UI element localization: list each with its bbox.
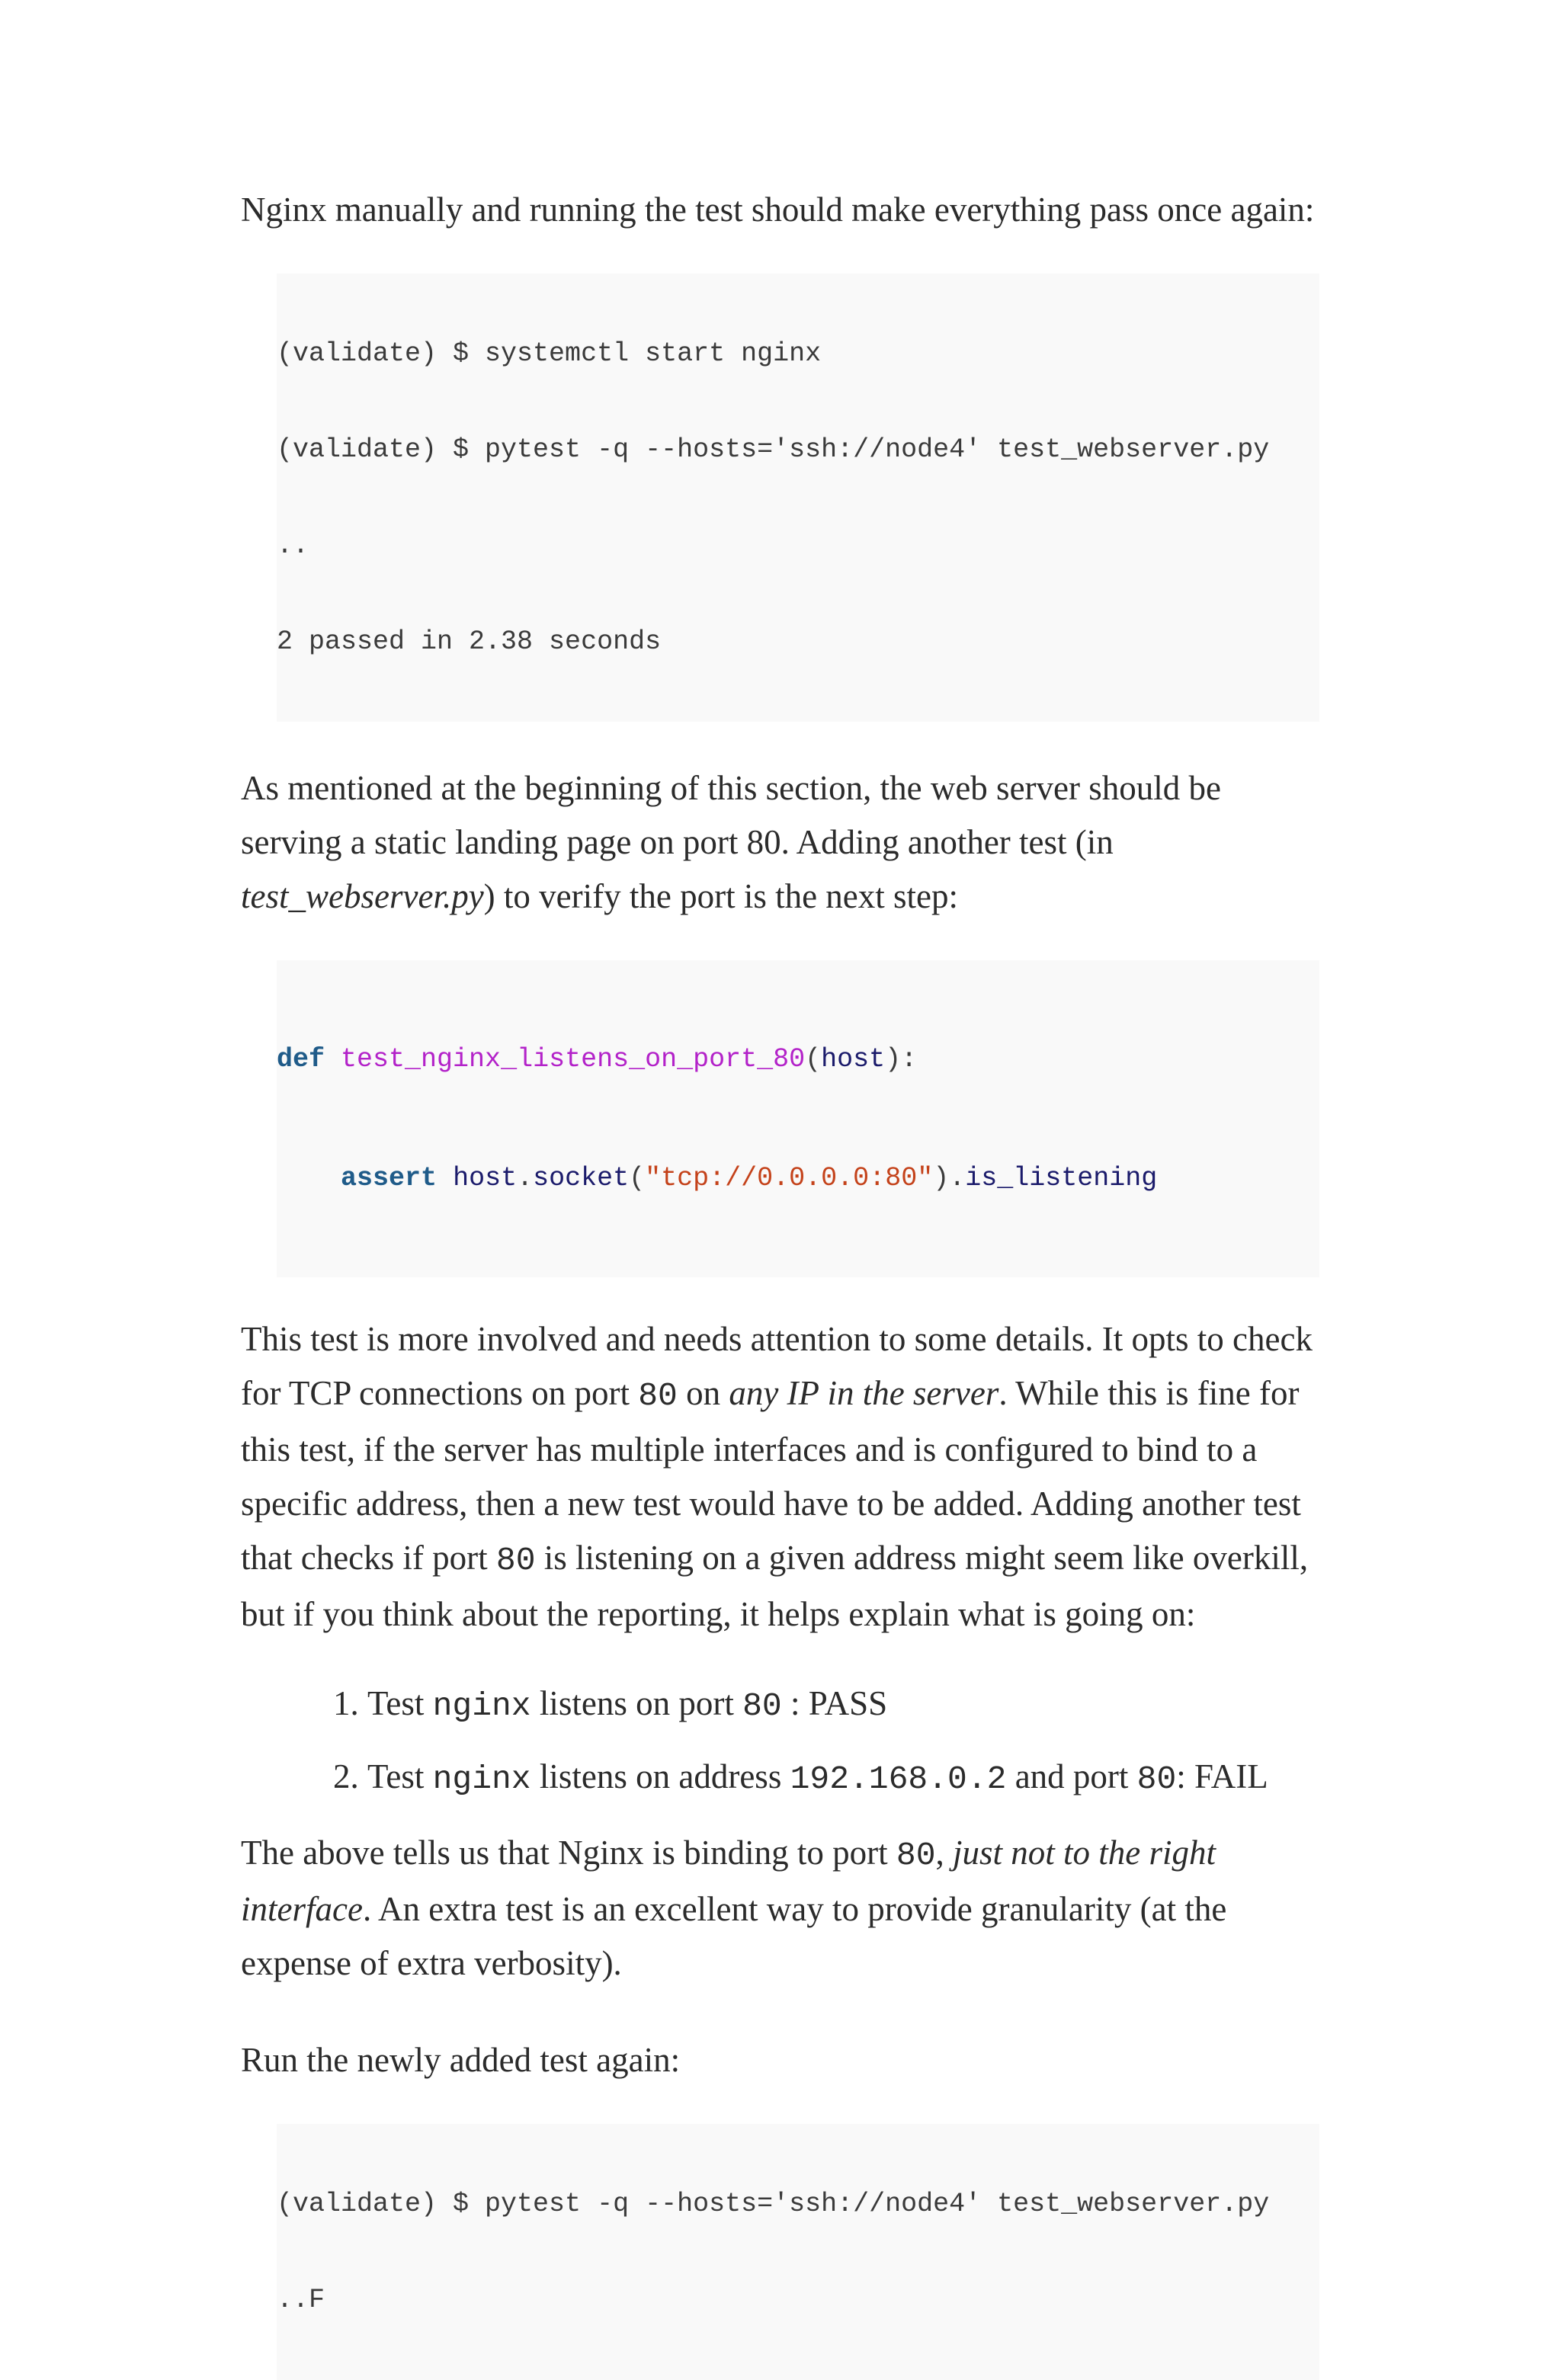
document-page: [241, 183, 1319, 2380]
indent: [277, 1163, 341, 1193]
code-block-systemctl: [277, 274, 1319, 722]
keyword-assert: assert: [341, 1163, 438, 1193]
keyword-def: def: [277, 1044, 325, 1075]
result-list: [241, 1680, 1319, 1803]
text: This test is more involved and needs attention to some details. It opts to check for TCP connections on port: [241, 1320, 1313, 1412]
code-block-pytest-fail: [277, 2124, 1319, 2380]
text: is listening on a given address might seem like overkill, but if you think about the reporting, it helps explain what is going on:: [241, 1539, 1309, 1633]
punct: (: [805, 1044, 822, 1075]
list-item: [367, 1680, 1319, 1730]
text: : PASS: [781, 1684, 888, 1722]
text: Test: [367, 1757, 433, 1795]
code-line: 2 passed in 2.38 seconds: [277, 626, 662, 657]
paragraph-run-again: Run the newly added test again:: [241, 2041, 681, 2079]
inline-code: 192.168.0.2: [790, 1760, 1007, 1798]
italic-text: any IP in the server: [729, 1374, 999, 1412]
param-host: host: [821, 1044, 886, 1075]
method-socket: socket: [533, 1163, 630, 1193]
code-line: ..: [277, 530, 309, 561]
code-block-python-test: [277, 960, 1319, 1277]
text: on: [677, 1374, 729, 1412]
inline-code: 80: [742, 1687, 782, 1725]
paragraph-intro: Nginx manually and running the test should make everything pass once again:: [241, 191, 1315, 229]
text: and port: [1006, 1757, 1137, 1795]
code-line: ..F: [277, 2285, 325, 2315]
punct: ): [933, 1163, 950, 1193]
code-line: (validate) $ systemctl start nginx: [277, 338, 822, 369]
text: . An extra test is an excellent way to provide granularity (at the expense of extra verbosity).: [241, 1890, 1227, 1982]
inline-code: nginx: [432, 1687, 531, 1725]
text: The above tells us that Nginx is binding to port: [241, 1834, 896, 1872]
punct: .: [949, 1163, 966, 1193]
text: : FAIL: [1176, 1757, 1268, 1795]
text: ,: [935, 1834, 954, 1872]
italic-text: just not to the right interface: [241, 1834, 1216, 1928]
attr-is-listening: is_listening: [965, 1163, 1158, 1193]
text: listens on port: [530, 1684, 743, 1722]
inline-code: 80: [638, 1377, 678, 1414]
inline-code: 80: [495, 1542, 536, 1579]
text: . While this is fine for this test, if the server has multiple interfaces and is configured to bind to a specific address, then a new test would have to be added. Adding another test that checks if port: [241, 1374, 1301, 1577]
text: As mentioned at the beginning of this section, the web server should be serving a static landing page on port 80. Adding another test (in: [241, 769, 1221, 861]
list-item: [367, 1753, 1319, 1803]
punct: .: [517, 1163, 534, 1193]
inline-code: 80: [896, 1837, 936, 1874]
code-line-assert: [277, 1158, 1319, 1198]
name-host: host: [453, 1163, 518, 1193]
paragraph-port-80: [241, 761, 1319, 924]
function-name: test_nginx_listens_on_port_80: [341, 1044, 806, 1075]
code-line-def: [277, 1039, 1319, 1079]
punct: (: [629, 1163, 646, 1193]
text: Test: [367, 1684, 433, 1722]
string-literal: "tcp://0.0.0.0:80": [645, 1163, 934, 1193]
code-line: (validate) $ pytest -q --hosts='ssh://node4' test_webserver.py: [277, 2189, 1270, 2219]
code-line: (validate) $ pytest -q --hosts='ssh://node4' test_webserver.py: [277, 434, 1270, 465]
filename-italic: test_webserver.py: [241, 877, 484, 915]
inline-code: 80: [1136, 1760, 1177, 1798]
punct: ):: [885, 1044, 918, 1075]
inline-code: nginx: [432, 1760, 531, 1798]
text: listens on address: [530, 1757, 790, 1795]
text: ) to verify the port is the next step:: [483, 877, 959, 915]
paragraph-details: [241, 1312, 1319, 1642]
paragraph-above-tells: [241, 1826, 1319, 1991]
